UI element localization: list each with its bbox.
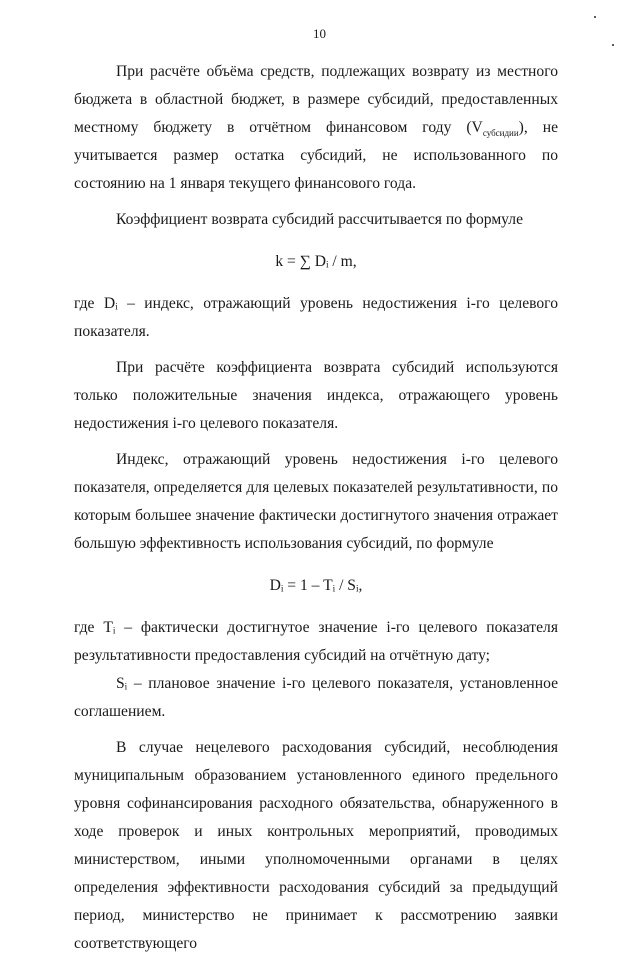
paragraph-coefficient: Коэффициент возврата субсидий рассчитывается по формуле [116,211,523,228]
paragraph-t-definition: где Tᵢ – фактически достигнутое значение i-го целевого показателя результативности предоставления субсидий на отчётную дату; [74,619,558,664]
paragraph-misuse: В случае нецелевого расходования субсидий, несоблюдения муниципальным образованием установленного единого предельного уровня софинансирования расходного обязательства, обнаруженного в ходе проверок и иных контрольных мероприятий, проводимых министерством, иными уполномоченными органами в целях определения эффективности расходования субсидий за предыдущий период, министерство не принимает к рассмотрению заявки соответствующего [74,739,558,952]
scan-speck [612,44,614,46]
paragraph-text: При расчёте объёма средств, подлежащих возврату из местного бюджета в областной бюджет, в размере субсидий, предоставленных местному бюджету в отчётном финансовом году (V [74,63,558,136]
formula-coefficient: k = ∑ Dᵢ / m, [275,253,357,270]
paragraph-s-definition: Sᵢ – плановое значение i-го целевого показателя, установленное соглашением. [74,675,558,720]
paragraph-text-tail: ), не учитывается размер остатка субсидий, не использованного по состоянию на 1 января текущего финансового года. [74,119,558,192]
paragraph-index-calculation: Индекс, отражающий уровень недостижения i-го целевого показателя, определяется для целевых показателей результативности, по которым большее значение фактически достигнутого значения отражает большую эффективность использования субсидий, по формуле [74,451,558,552]
subscript-subsidy: субсидии [482,128,519,139]
paragraph-index-definition: где Dᵢ – индекс, отражающий уровень недостижения i-го целевого показателя. [74,295,558,340]
formula-index: Dᵢ = 1 – Tᵢ / Sᵢ, [269,577,363,594]
scan-speck [594,16,596,18]
paragraph-positive-values: При расчёте коэффициента возврата субсидий используются только положительные значения индекса, отражающего уровень недостижения i-го целевого показателя. [74,359,558,432]
page-number: 10 [313,26,326,41]
paragraph-subsidy-return [74,58,558,198]
document-body [74,58,558,958]
